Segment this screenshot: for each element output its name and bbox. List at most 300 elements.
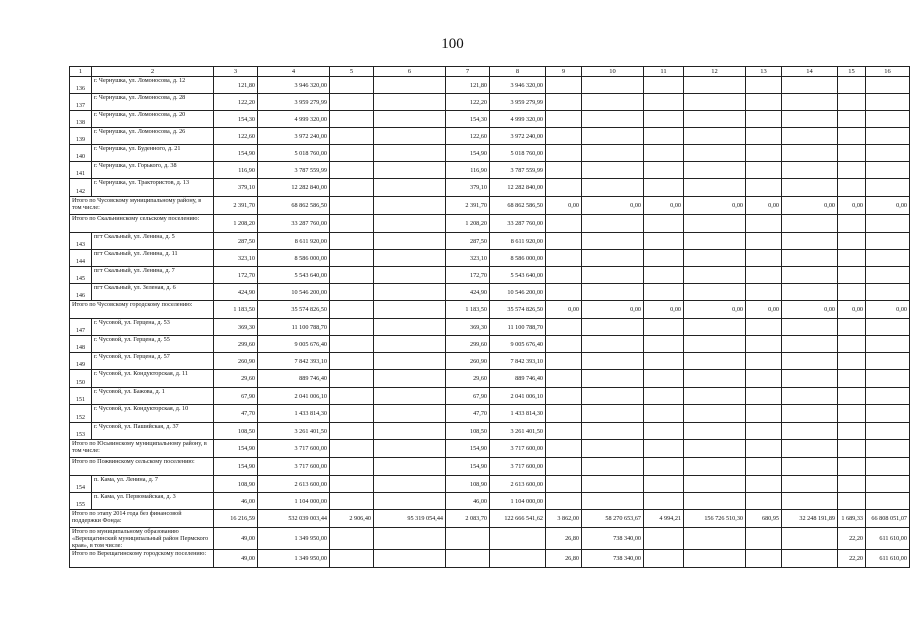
table-cell: 532 039 003,44 xyxy=(258,510,330,528)
row-number: 139 xyxy=(70,128,92,145)
table-cell xyxy=(746,267,782,284)
table-cell: 1 433 814,30 xyxy=(490,405,546,423)
table-cell: 122,60 xyxy=(446,128,490,145)
table-cell: 379,10 xyxy=(446,179,490,197)
table-cell xyxy=(644,336,684,353)
table-cell xyxy=(546,353,582,370)
table-row xyxy=(70,111,910,128)
table-cell: 68 862 586,50 xyxy=(258,197,330,215)
address-cell: п. Кама, ул. Первомайская, д. 3 xyxy=(92,493,214,510)
table-cell xyxy=(838,128,866,145)
table-cell xyxy=(684,353,746,370)
table-cell: 299,60 xyxy=(214,336,258,353)
table-cell: 10 546 200,00 xyxy=(258,284,330,301)
table-cell xyxy=(782,550,838,568)
address-cell: п. Кама, ул. Ленина, д. 7 xyxy=(92,476,214,493)
row-number: 136 xyxy=(70,77,92,94)
table-cell: 9 005 676,40 xyxy=(258,336,330,353)
table-cell xyxy=(374,550,446,568)
table-cell: 1 104 000,00 xyxy=(258,493,330,510)
table-cell xyxy=(582,145,644,162)
table-cell: 0,00 xyxy=(838,197,866,215)
table-cell xyxy=(644,94,684,111)
address-cell: пгт Скальный, ул. Ленина, д. 11 xyxy=(92,250,214,267)
address-cell: пгт Скальный, ул. Зеленая, д. 6 xyxy=(92,284,214,301)
subtotal-row xyxy=(70,510,910,528)
table-cell xyxy=(330,405,374,423)
table-cell xyxy=(866,476,910,493)
table-cell xyxy=(866,493,910,510)
table-cell: 1 689,33 xyxy=(838,510,866,528)
table-cell xyxy=(838,250,866,267)
table-cell: 11 100 788,70 xyxy=(490,319,546,336)
address-cell: г. Чернушка, ул. Ломоносова, д. 28 xyxy=(92,94,214,111)
table-cell xyxy=(374,405,446,423)
table-row xyxy=(70,77,910,94)
table-cell xyxy=(684,284,746,301)
table-cell xyxy=(866,162,910,179)
row-number: 138 xyxy=(70,111,92,128)
table-cell xyxy=(374,423,446,440)
table-cell xyxy=(546,476,582,493)
table-cell xyxy=(644,179,684,197)
table-cell xyxy=(582,111,644,128)
table-cell xyxy=(546,336,582,353)
table-cell: 1 183,50 xyxy=(214,301,258,319)
table-cell: 3 946 320,00 xyxy=(490,77,546,94)
table-cell: 260,90 xyxy=(214,353,258,370)
table-cell xyxy=(644,215,684,233)
table-cell xyxy=(746,493,782,510)
table-cell xyxy=(330,458,374,476)
table-cell xyxy=(782,77,838,94)
row-number: 141 xyxy=(70,162,92,179)
table-cell xyxy=(866,128,910,145)
column-header: 5 xyxy=(330,67,374,77)
table-cell xyxy=(582,179,644,197)
table-cell: 3 787 559,99 xyxy=(258,162,330,179)
table-cell xyxy=(782,284,838,301)
address-cell: г. Чусовой, ул. Кондукторская, д. 10 xyxy=(92,405,214,423)
table-cell: 323,10 xyxy=(446,250,490,267)
table-cell xyxy=(546,215,582,233)
table-cell xyxy=(644,250,684,267)
address-cell: г. Чусовой, ул. Бажова, д. 1 xyxy=(92,388,214,405)
table-cell: 121,80 xyxy=(214,77,258,94)
table-row xyxy=(70,370,910,388)
table-cell: 3 959 279,99 xyxy=(258,94,330,111)
table-cell xyxy=(838,233,866,250)
table-cell xyxy=(866,94,910,111)
table-row xyxy=(70,233,910,250)
table-cell xyxy=(746,336,782,353)
table-cell xyxy=(330,94,374,111)
table-cell xyxy=(866,336,910,353)
table-cell xyxy=(330,476,374,493)
address-cell: г. Чусовой, ул. Герцена, д. 53 xyxy=(92,319,214,336)
table-cell: 2 613 600,00 xyxy=(258,476,330,493)
table-cell xyxy=(330,162,374,179)
table-cell: 35 574 826,50 xyxy=(258,301,330,319)
table-cell: 116,90 xyxy=(446,162,490,179)
table-cell xyxy=(546,493,582,510)
table-cell xyxy=(838,370,866,388)
table-cell xyxy=(782,250,838,267)
table-cell: 424,90 xyxy=(214,284,258,301)
table-cell: 611 610,00 xyxy=(866,528,910,550)
table-cell: 121,80 xyxy=(446,77,490,94)
table-cell: 47,70 xyxy=(446,405,490,423)
table-cell: 379,10 xyxy=(214,179,258,197)
table-cell xyxy=(746,111,782,128)
table-cell xyxy=(546,128,582,145)
table-cell xyxy=(782,319,838,336)
table-cell xyxy=(644,440,684,458)
table-cell: 0,00 xyxy=(782,301,838,319)
subtotal-label: Итого по Юсьвинскому муниципальному району, в том числе: xyxy=(70,440,214,458)
table-row xyxy=(70,336,910,353)
table-cell xyxy=(782,405,838,423)
table-cell: 33 287 760,00 xyxy=(258,215,330,233)
table-cell: 2 041 006,10 xyxy=(490,388,546,405)
table-cell xyxy=(746,319,782,336)
column-header: 7 xyxy=(446,67,490,77)
table-cell xyxy=(546,388,582,405)
column-header: 13 xyxy=(746,67,782,77)
table-cell: 4 999 320,00 xyxy=(258,111,330,128)
table-cell xyxy=(446,528,490,550)
row-number: 153 xyxy=(70,423,92,440)
table-cell xyxy=(838,77,866,94)
table-cell: 26,80 xyxy=(546,550,582,568)
table-cell: 889 746,40 xyxy=(490,370,546,388)
table-cell xyxy=(684,550,746,568)
table-cell: 0,00 xyxy=(746,301,782,319)
table-cell xyxy=(838,423,866,440)
table-cell: 0,00 xyxy=(684,301,746,319)
table-cell: 68 862 586,50 xyxy=(490,197,546,215)
table-cell: 46,00 xyxy=(214,493,258,510)
table-cell: 4 999 320,00 xyxy=(490,111,546,128)
table-cell: 154,90 xyxy=(446,458,490,476)
table-cell xyxy=(782,353,838,370)
table-cell xyxy=(644,267,684,284)
table-cell: 122 666 541,62 xyxy=(490,510,546,528)
table-row xyxy=(70,493,910,510)
table-cell xyxy=(684,405,746,423)
table-cell: 2 613 600,00 xyxy=(490,476,546,493)
subtotal-row xyxy=(70,458,910,476)
table-cell: 0,00 xyxy=(546,197,582,215)
table-cell xyxy=(838,215,866,233)
table-cell xyxy=(684,215,746,233)
table-cell xyxy=(746,179,782,197)
row-number: 145 xyxy=(70,267,92,284)
table-cell xyxy=(838,458,866,476)
table-cell: 8 611 920,00 xyxy=(258,233,330,250)
column-header: 15 xyxy=(838,67,866,77)
subtotal-label: Итого по муниципальному образованию «Верещагинский муниципальный район Пермского края», в том числе: xyxy=(70,528,214,550)
table-cell xyxy=(746,215,782,233)
table-cell xyxy=(866,458,910,476)
table-cell: 1 433 814,30 xyxy=(258,405,330,423)
table-cell xyxy=(374,528,446,550)
table-cell: 154,30 xyxy=(446,111,490,128)
table-cell: 0,00 xyxy=(684,197,746,215)
table-cell: 95 319 054,44 xyxy=(374,510,446,528)
table-cell: 11 100 788,70 xyxy=(258,319,330,336)
table-cell: 1 104 000,00 xyxy=(490,493,546,510)
table-cell xyxy=(546,145,582,162)
table-cell xyxy=(746,550,782,568)
table-cell xyxy=(838,94,866,111)
table-cell xyxy=(684,476,746,493)
table-cell xyxy=(782,94,838,111)
table-cell: 1 349 950,00 xyxy=(258,528,330,550)
table-cell xyxy=(684,336,746,353)
table-cell: 3 972 240,00 xyxy=(490,128,546,145)
table-cell: 122,20 xyxy=(446,94,490,111)
table-cell xyxy=(644,476,684,493)
table-cell xyxy=(782,233,838,250)
table-cell: 108,50 xyxy=(446,423,490,440)
table-cell xyxy=(644,458,684,476)
subtotal-label: Итого по Чусовскому муниципальному району, в том числе: xyxy=(70,197,214,215)
row-number: 149 xyxy=(70,353,92,370)
table-cell: 67,90 xyxy=(446,388,490,405)
table-cell: 26,80 xyxy=(546,528,582,550)
table-cell xyxy=(684,250,746,267)
table-cell: 49,00 xyxy=(214,550,258,568)
address-cell: г. Чернушка, ул. Буденного, д. 21 xyxy=(92,145,214,162)
table-cell: 0,00 xyxy=(782,197,838,215)
table-cell: 738 340,00 xyxy=(582,550,644,568)
table-cell xyxy=(582,162,644,179)
table-cell: 1 349 950,00 xyxy=(258,550,330,568)
table-cell: 67,90 xyxy=(214,388,258,405)
column-header: 2 xyxy=(92,67,214,77)
table-cell xyxy=(684,162,746,179)
table-cell xyxy=(866,145,910,162)
table-cell xyxy=(582,215,644,233)
table-cell: 0,00 xyxy=(582,197,644,215)
table-cell xyxy=(746,423,782,440)
table-cell: 369,30 xyxy=(446,319,490,336)
table-cell xyxy=(546,370,582,388)
table-cell xyxy=(684,528,746,550)
table-cell xyxy=(782,145,838,162)
table-cell xyxy=(746,77,782,94)
table-cell xyxy=(582,405,644,423)
table-cell xyxy=(866,405,910,423)
row-number: 140 xyxy=(70,145,92,162)
table-cell xyxy=(582,476,644,493)
table-cell: 35 574 826,50 xyxy=(490,301,546,319)
row-number: 142 xyxy=(70,179,92,197)
table-cell xyxy=(374,197,446,215)
table-cell xyxy=(684,388,746,405)
table-cell xyxy=(684,267,746,284)
table-row xyxy=(70,388,910,405)
row-number: 152 xyxy=(70,405,92,423)
table-cell xyxy=(644,493,684,510)
table-cell: 2 083,70 xyxy=(446,510,490,528)
table-cell xyxy=(746,458,782,476)
table-row xyxy=(70,319,910,336)
table-cell xyxy=(782,493,838,510)
subtotal-label: Итого по Чусовскому городскому поселению: xyxy=(70,301,214,319)
table-cell xyxy=(582,250,644,267)
table-cell: 108,90 xyxy=(446,476,490,493)
table-cell xyxy=(582,267,644,284)
table-cell xyxy=(866,111,910,128)
table-cell xyxy=(546,162,582,179)
column-header: 10 xyxy=(582,67,644,77)
table-cell: 0,00 xyxy=(866,197,910,215)
table-row xyxy=(70,267,910,284)
table-cell xyxy=(330,301,374,319)
table-cell xyxy=(330,145,374,162)
table-cell xyxy=(446,550,490,568)
table-cell xyxy=(684,493,746,510)
table-cell xyxy=(838,179,866,197)
table-cell xyxy=(330,111,374,128)
table-cell xyxy=(330,233,374,250)
table-cell xyxy=(330,423,374,440)
table-cell: 154,90 xyxy=(214,458,258,476)
table-cell: 680,95 xyxy=(746,510,782,528)
table-cell: 8 586 000,00 xyxy=(258,250,330,267)
row-number: 150 xyxy=(70,370,92,388)
table-cell: 10 546 200,00 xyxy=(490,284,546,301)
table-row xyxy=(70,162,910,179)
table-cell xyxy=(582,336,644,353)
subtotal-label: Итого по Верещагинскому городскому поселению: xyxy=(70,550,214,568)
table-cell: 3 717 600,00 xyxy=(490,458,546,476)
table-row xyxy=(70,145,910,162)
table-cell xyxy=(582,353,644,370)
table-cell xyxy=(782,215,838,233)
column-header: 12 xyxy=(684,67,746,77)
table-row xyxy=(70,476,910,493)
table-cell: 66 808 051,07 xyxy=(866,510,910,528)
table-cell xyxy=(644,128,684,145)
table-cell xyxy=(782,528,838,550)
table-cell: 323,10 xyxy=(214,250,258,267)
table-cell xyxy=(684,145,746,162)
table-cell xyxy=(374,111,446,128)
table-cell xyxy=(546,405,582,423)
address-cell: г. Чусовой, ул. Герцена, д. 55 xyxy=(92,336,214,353)
table-cell xyxy=(374,233,446,250)
table-cell xyxy=(684,128,746,145)
table-cell: 22,20 xyxy=(838,550,866,568)
table-cell: 0,00 xyxy=(838,301,866,319)
table-cell: 0,00 xyxy=(582,301,644,319)
subtotal-row xyxy=(70,440,910,458)
table-cell xyxy=(374,493,446,510)
table-cell xyxy=(866,440,910,458)
table-cell xyxy=(866,370,910,388)
table-cell xyxy=(684,458,746,476)
table-cell: 154,90 xyxy=(446,440,490,458)
table-cell xyxy=(374,94,446,111)
table-cell: 5 018 760,00 xyxy=(258,145,330,162)
table-cell xyxy=(546,423,582,440)
data-table xyxy=(69,66,910,568)
address-cell: г. Чернушка, ул. Ломоносова, д. 12 xyxy=(92,77,214,94)
table-cell xyxy=(782,336,838,353)
table-cell xyxy=(866,388,910,405)
table-cell: 9 005 676,40 xyxy=(490,336,546,353)
table-cell: 116,90 xyxy=(214,162,258,179)
table-cell xyxy=(546,179,582,197)
table-cell: 299,60 xyxy=(446,336,490,353)
address-cell: г. Чусовой, ул. Пашийская, д. 37 xyxy=(92,423,214,440)
table-cell xyxy=(644,284,684,301)
table-cell xyxy=(582,284,644,301)
table-cell xyxy=(838,111,866,128)
table-cell xyxy=(746,528,782,550)
table-cell: 0,00 xyxy=(546,301,582,319)
table-cell: 172,70 xyxy=(446,267,490,284)
table-cell xyxy=(782,388,838,405)
column-header: 16 xyxy=(866,67,910,77)
table-cell xyxy=(746,162,782,179)
table-cell: 369,30 xyxy=(214,319,258,336)
table-cell xyxy=(782,440,838,458)
table-cell: 3 717 600,00 xyxy=(258,440,330,458)
table-cell: 3 787 559,99 xyxy=(490,162,546,179)
table-cell xyxy=(838,405,866,423)
table-cell xyxy=(644,370,684,388)
table-cell xyxy=(374,77,446,94)
table-cell xyxy=(374,145,446,162)
table-cell xyxy=(782,370,838,388)
table-cell: 287,50 xyxy=(214,233,258,250)
table-cell xyxy=(838,493,866,510)
table-cell: 33 287 760,00 xyxy=(490,215,546,233)
table-cell: 4 994,21 xyxy=(644,510,684,528)
table-cell xyxy=(746,284,782,301)
table-cell xyxy=(330,77,374,94)
header-row xyxy=(70,67,910,77)
row-number: 144 xyxy=(70,250,92,267)
table-cell xyxy=(866,77,910,94)
table-row xyxy=(70,179,910,197)
subtotal-row xyxy=(70,301,910,319)
table-cell xyxy=(782,423,838,440)
address-cell: пгт Скальный, ул. Ленина, д. 5 xyxy=(92,233,214,250)
table-row xyxy=(70,284,910,301)
table-cell: 2 041 006,10 xyxy=(258,388,330,405)
address-cell: пгт Скальный, ул. Ленина, д. 7 xyxy=(92,267,214,284)
table-cell xyxy=(684,77,746,94)
address-cell: г. Чусовой, ул. Герцена, д. 57 xyxy=(92,353,214,370)
address-cell: г. Чернушка, ул. Ломоносова, д. 20 xyxy=(92,111,214,128)
table-cell xyxy=(374,179,446,197)
table-cell: 22,20 xyxy=(838,528,866,550)
table-cell xyxy=(782,128,838,145)
table-cell xyxy=(782,458,838,476)
address-cell: г. Чусовой, ул. Кондукторская, д. 11 xyxy=(92,370,214,388)
table-cell: 3 959 279,99 xyxy=(490,94,546,111)
table-cell: 1 183,50 xyxy=(446,301,490,319)
table-cell xyxy=(330,250,374,267)
table-cell: 0,00 xyxy=(866,301,910,319)
table-cell: 172,70 xyxy=(214,267,258,284)
table-cell xyxy=(746,476,782,493)
